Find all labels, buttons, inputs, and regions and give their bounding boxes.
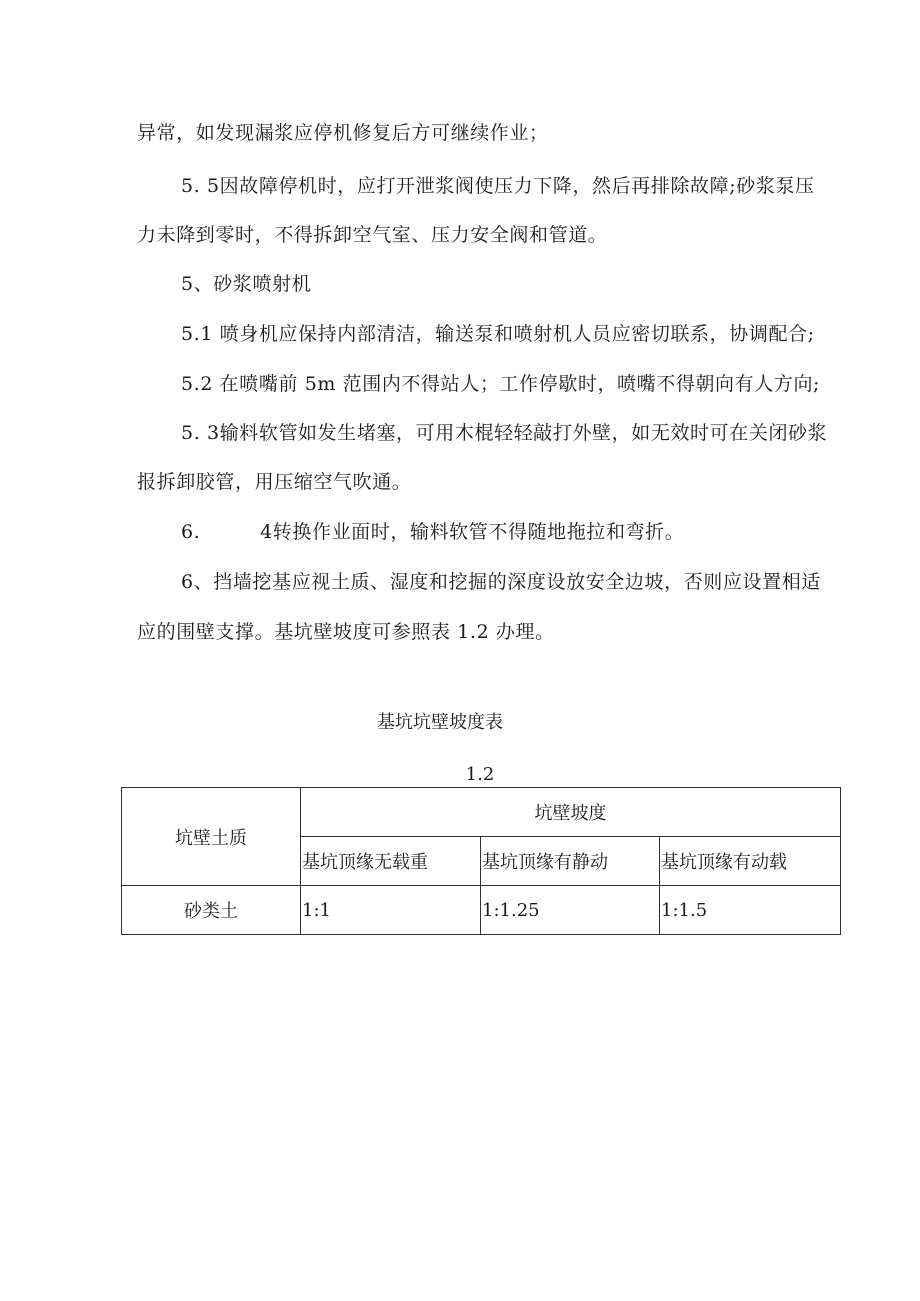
slope-table: [121, 787, 841, 935]
slope-value-cell: 1:1: [301, 886, 481, 935]
table-title: 基坑坑壁坡度表: [377, 712, 503, 733]
column-header-cell: 基坑顶缘有静动: [481, 837, 660, 886]
paragraph-line: 5.1 喷身机应保持内部清洁，输送泵和喷射机人员应密切联系，协调配合;: [181, 323, 815, 345]
group-header-cell: 坑壁坡度: [301, 788, 841, 837]
paragraph-line: 应的围壁支撑。基坑壁坡度可参照表 1.2 办理。: [137, 621, 555, 643]
column-header-cell: 基坑顶缘有动载: [660, 837, 841, 886]
soil-type-cell: 砂类土: [122, 886, 301, 935]
paragraph-line: 5. 5因故障停机时，应打开泄浆阀使压力下降，然后再排除故障;砂浆泵压: [181, 175, 815, 197]
table-header-row: [122, 788, 841, 837]
paragraph-line: 报拆卸胶管，用压缩空气吹通。: [137, 471, 412, 493]
column-header-cell: 基坑顶缘无载重: [301, 837, 481, 886]
paragraph-line: 5.2 在喷嘴前 5m 范围内不得站人；工作停歇时，喷嘴不得朝向有人方向;: [181, 373, 821, 395]
row-header-cell: 坑壁土质: [122, 788, 301, 886]
paragraph-line: 6、挡墙挖基应视土质、湿度和挖掘的深度设放安全边坡，否则应设置相适: [181, 571, 821, 593]
paragraph-line: 异常，如发现漏浆应停机修复后方可继续作业；: [137, 122, 549, 144]
slope-value-cell: 1:1.25: [481, 886, 660, 935]
paragraph-line: 力未降到零时，不得拆卸空气室、压力安全阀和管道。: [137, 224, 608, 246]
table-number: 1.2: [465, 764, 495, 785]
paragraph-line: 6. 4转换作业面时，输料软管不得随地拖拉和弯折。: [181, 521, 685, 543]
table-row: [122, 886, 841, 935]
paragraph-line: 5. 3输料软管如发生堵塞，可用木棍轻轻敲打外壁，如无效时可在关闭砂浆: [181, 422, 828, 444]
slope-value-cell: 1:1.5: [660, 886, 841, 935]
section-heading: 5、砂浆喷射机: [181, 273, 312, 295]
